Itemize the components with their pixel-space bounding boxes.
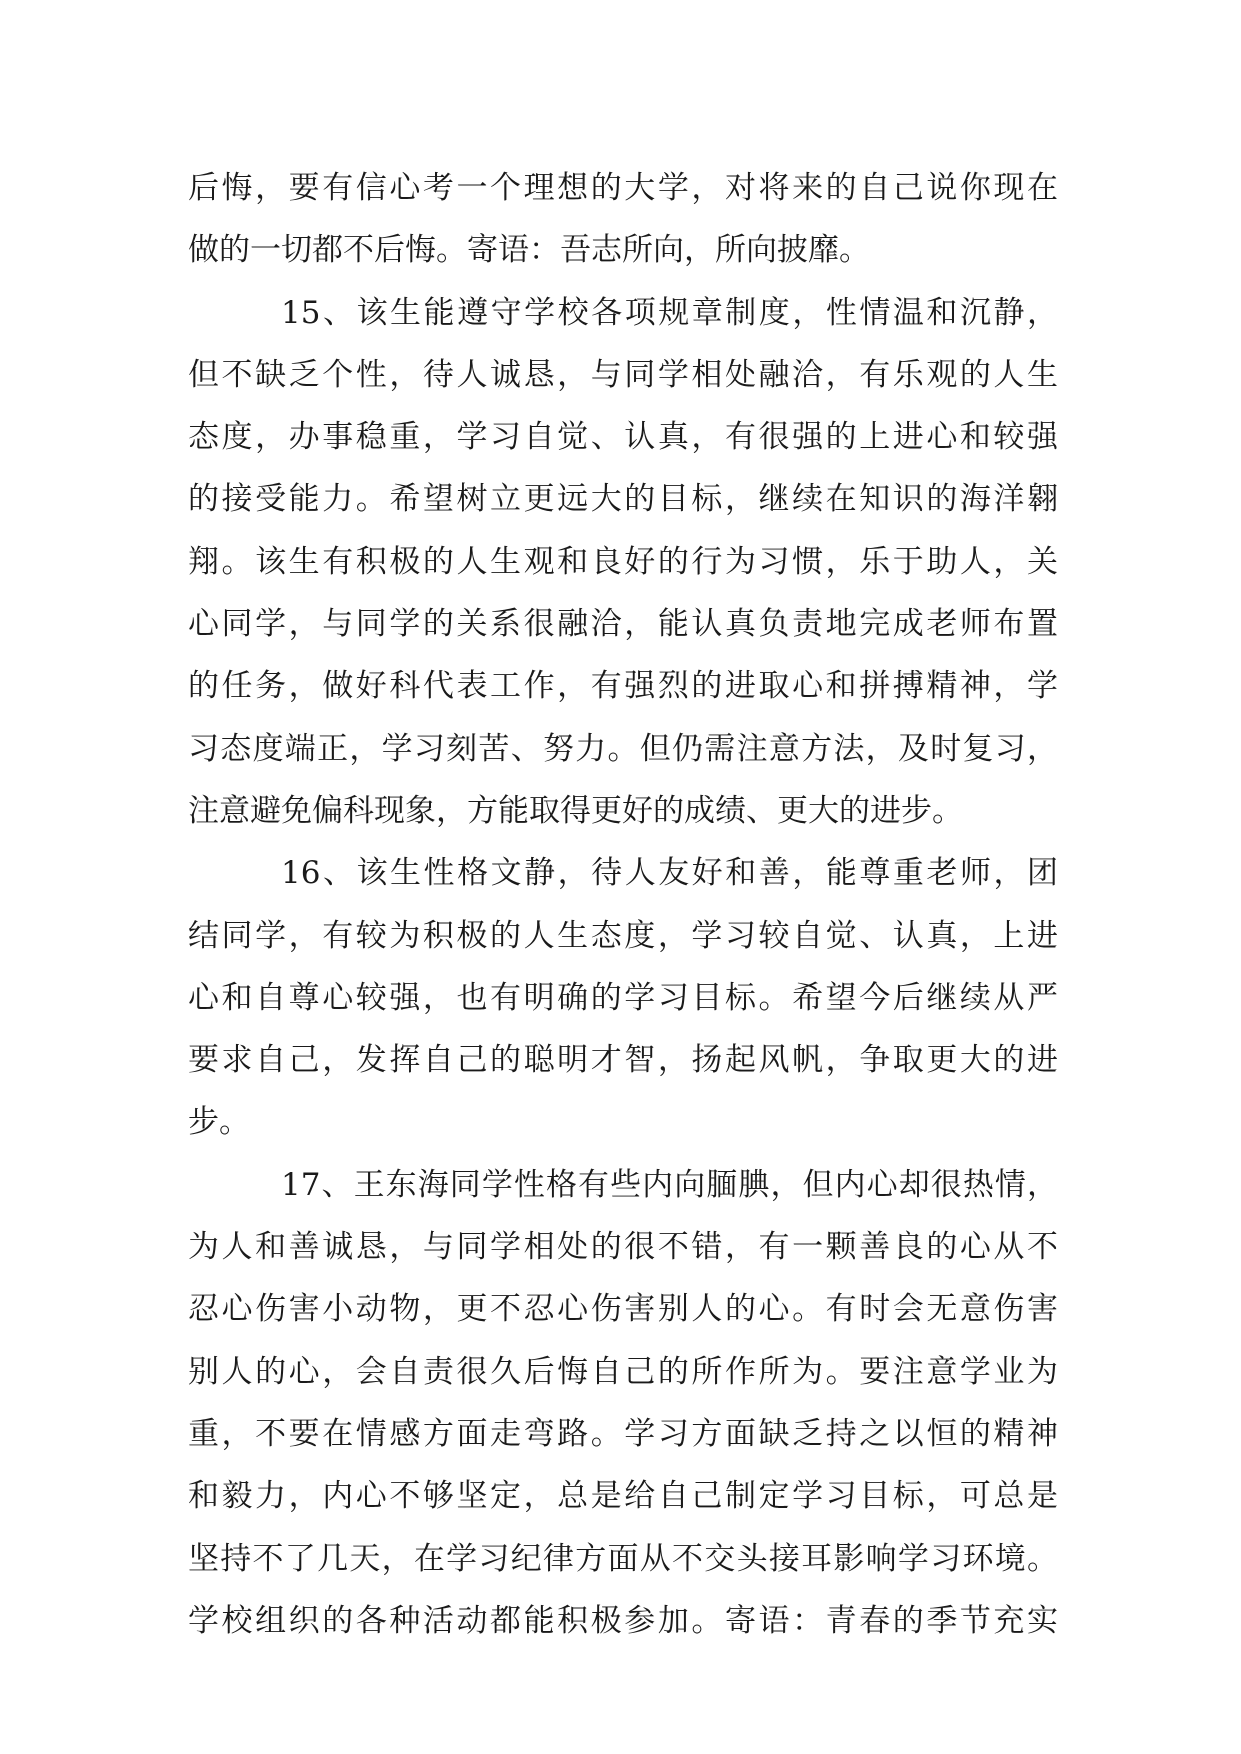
text-line: 的接受能力。希望树立更远大的目标，继续在知识的海洋翱 <box>188 481 1058 518</box>
text-line: 学校组织的各种活动都能积极参加。寄语：青春的季节充实 <box>188 1602 1058 1639</box>
text-line: 习态度端正，学习刻苦、努力。但仍需注意方法，及时复习， <box>188 730 1058 767</box>
text-line: 为人和善诚恳，与同学相处的很不错，有一颗善良的心从不 <box>188 1229 1058 1266</box>
text-line: 心同学，与同学的关系很融洽，能认真负责地完成老师布置 <box>188 606 1058 643</box>
text-line: 重，不要在情感方面走弯路。学习方面缺乏持之以恒的精神 <box>188 1415 1058 1452</box>
text-line: 做的一切都不后悔。寄语：吾志所向，所向披靡。 <box>188 232 870 269</box>
text-line: 和毅力，内心不够坚定，总是给自己制定学习目标，可总是 <box>188 1478 1058 1515</box>
text-line: 要求自己，发挥自己的聪明才智，扬起风帆，争取更大的进 <box>188 1042 1058 1079</box>
text-line: 的任务，做好科代表工作，有强烈的进取心和拼搏精神，学 <box>188 668 1058 705</box>
paragraph-first-line: 17、王东海同学性格有些内向腼腆，但内心却很热情， <box>281 1166 1058 1203</box>
text-line: 后悔，要有信心考一个理想的大学，对将来的自己说你现在 <box>188 170 1058 206</box>
text-line: 注意避免偏科现象，方能取得更好的成绩、更大的进步。 <box>188 792 963 829</box>
text-line: 结同学，有较为积极的人生态度，学习较自觉、认真，上进 <box>188 917 1058 954</box>
text-line: 坚持不了几天，在学习纪律方面从不交头接耳影响学习环境。 <box>188 1540 1058 1577</box>
text-line: 翔。该生有积极的人生观和良好的行为习惯，乐于助人，关 <box>188 543 1058 580</box>
paragraph-first-line: 16、该生性格文静，待人友好和善，能尊重老师，团 <box>281 855 1058 892</box>
body-text <box>188 157 1058 1652</box>
text-line: 步。 <box>188 1104 250 1141</box>
text-line: 别人的心，会自责很久后悔自己的所作所为。要注意学业为 <box>188 1353 1058 1390</box>
text-line: 态度，办事稳重，学习自觉、认真，有很强的上进心和较强 <box>188 419 1058 456</box>
paragraph-first-line: 15、该生能遵守学校各项规章制度，性情温和沉静， <box>281 294 1058 331</box>
text-line: 但不缺乏个性，待人诚恳，与同学相处融洽，有乐观的人生 <box>188 356 1058 393</box>
text-line: 心和自尊心较强，也有明确的学习目标。希望今后继续从严 <box>188 979 1058 1016</box>
text-line: 忍心伤害小动物，更不忍心伤害别人的心。有时会无意伤害 <box>188 1291 1058 1328</box>
